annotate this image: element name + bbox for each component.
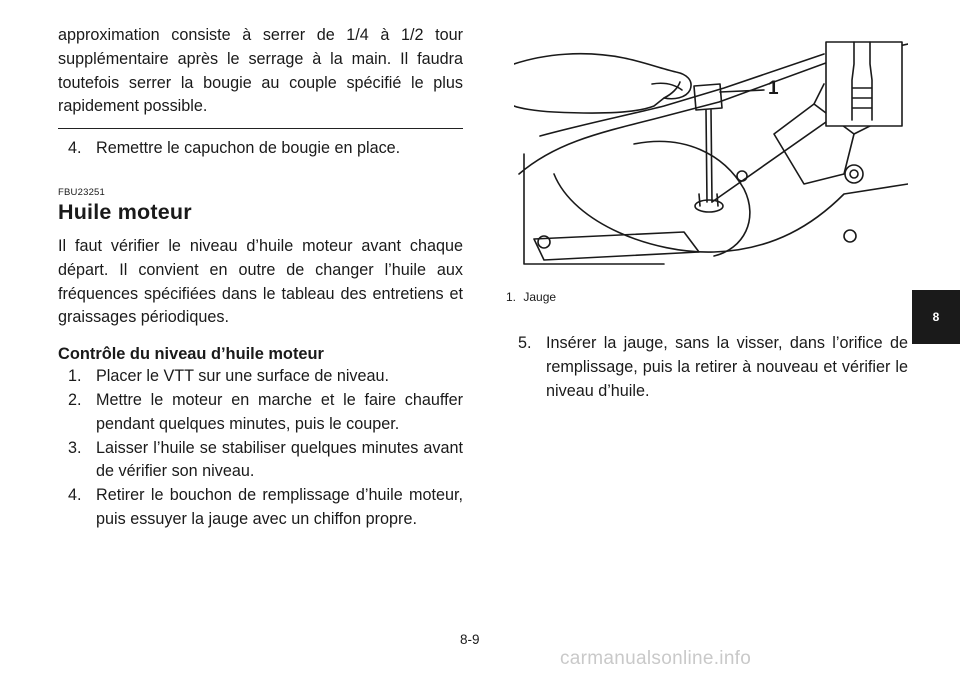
chapter-tab: 8 [912, 290, 960, 344]
dipstick-illustration [514, 24, 908, 272]
pedal-bar [534, 232, 699, 260]
step-number: 2. [68, 390, 82, 409]
right-column [508, 332, 908, 403]
dipstick-rod [706, 110, 712, 202]
step-number: 4. [68, 486, 82, 505]
figure-caption [506, 290, 556, 304]
section-heading: Huile moteur [58, 199, 192, 224]
fingers [652, 82, 682, 98]
previous-step-4 [58, 137, 463, 161]
figure-callout: 1 [768, 78, 779, 99]
callout-leader [720, 90, 764, 92]
section-divider [58, 128, 463, 129]
step-text: Insérer la jauge, sans la visser, dans l’orifice de remplissage, puis la retirer à nouveau et vérifier le niveau d’huile. [546, 334, 908, 400]
step-4 [58, 484, 463, 532]
zoom-box [826, 42, 902, 126]
step-2 [58, 389, 463, 437]
bolt-4 [845, 165, 863, 183]
engine-cover [634, 141, 750, 256]
subsection-heading: Contrôle du niveau d’huile moteur [58, 345, 324, 364]
section-body: Il faut vérifier le niveau d’huile moteur avant chaque départ. Il convient en outre de changer l’huile aux fréquences spécifiées dans le tableau des entretiens et graissages périodiques. [58, 236, 463, 327]
dipstick-cap [694, 84, 722, 110]
step-text: Laisser l’huile se stabiliser quelques minutes avant de vérifier son niveau. [96, 438, 463, 481]
step-text: Remettre le capuchon de bougie en place. [96, 139, 401, 158]
page-number: 8-9 [460, 632, 480, 647]
bolt-4-inner [850, 170, 858, 178]
step-text: Placer le VTT sur une surface de niveau. [96, 367, 390, 386]
step-number: 3. [68, 438, 82, 457]
caption-text: Jauge [523, 290, 557, 304]
step-3 [58, 437, 463, 485]
reference-code: FBU23251 [58, 186, 106, 198]
step-number: 5. [518, 334, 532, 352]
watermark: carmanualsonline.info [560, 648, 752, 669]
zoom-leader [712, 122, 826, 202]
caption-number: 1. [506, 290, 517, 304]
step-number: 1. [68, 367, 82, 386]
step-text: Mettre le moteur en marche et le faire chauffer pendant quelques minutes, puis le couper. [96, 390, 463, 433]
step-text: Retirer le bouchon de remplissage d’huile moteur, puis essuyer la jauge avec un chiffon propre. [96, 486, 463, 528]
step-1 [58, 365, 463, 389]
intro-paragraph: approximation consiste à serrer de 1/4 à 1/2 tour supplémentaire après le serrage à la main. Il faudra toutefois serrer la bougie au couple spécifié le plus rapidement possible. [58, 26, 463, 116]
step-number: 4. [68, 139, 82, 158]
step-5 [508, 332, 908, 403]
left-column [58, 24, 463, 532]
frame-tube-inner [540, 54, 824, 136]
bolt-2 [737, 171, 747, 181]
bolt-3 [844, 230, 856, 242]
